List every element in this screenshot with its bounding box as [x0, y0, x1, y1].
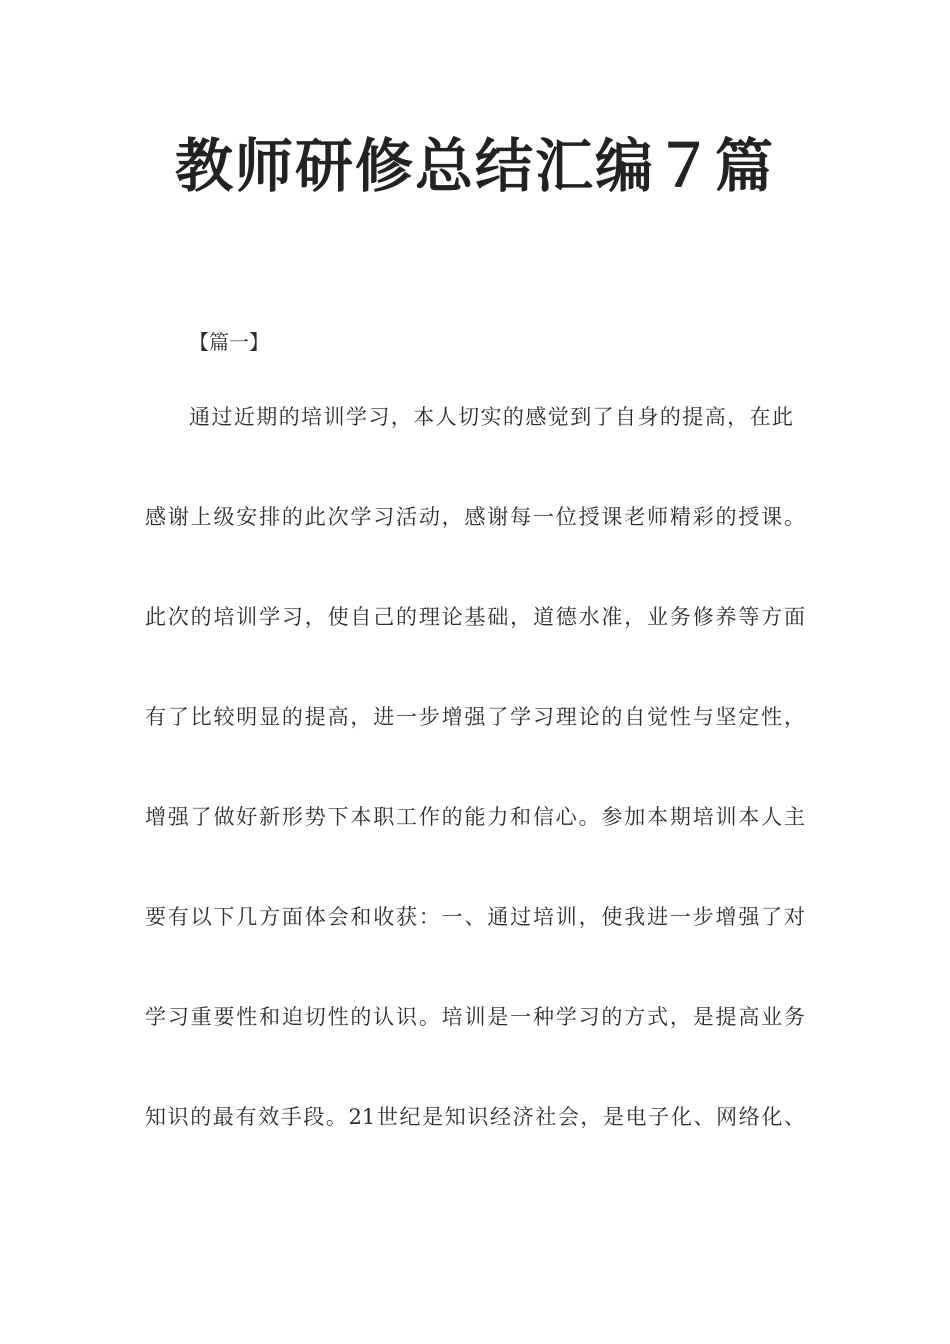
paragraph-line: 此次的培训学习，使自己的理论基础，道德水准，业务修养等方面 — [145, 605, 805, 629]
paragraph-line: 通过近期的培训学习，本人切实的感觉到了自身的提高，在此 — [189, 405, 793, 429]
section-label: 【篇一】 — [189, 330, 269, 354]
paragraph-line: 学习重要性和迫切性的认识。培训是一种学习的方式，是提高业务 — [145, 1005, 805, 1029]
paragraph-line: 有了比较明显的提高，进一步增强了学习理论的自觉性与坚定性， — [145, 705, 805, 729]
paragraph-line: 增强了做好新形势下本职工作的能力和信心。参加本期培训本人主 — [145, 805, 805, 829]
document-title: 教师研修总结汇编７篇 — [174, 132, 775, 200]
paragraph-line: 要有以下几方面体会和收获：一、通过培训，使我进一步增强了对 — [145, 905, 805, 929]
paragraph-line: 感谢上级安排的此次学习活动，感谢每一位授课老师精彩的授课。 — [145, 505, 805, 529]
paragraph-line: 知识的最有效手段。21世纪是知识经济社会，是电子化、网络化、 — [145, 1105, 805, 1129]
